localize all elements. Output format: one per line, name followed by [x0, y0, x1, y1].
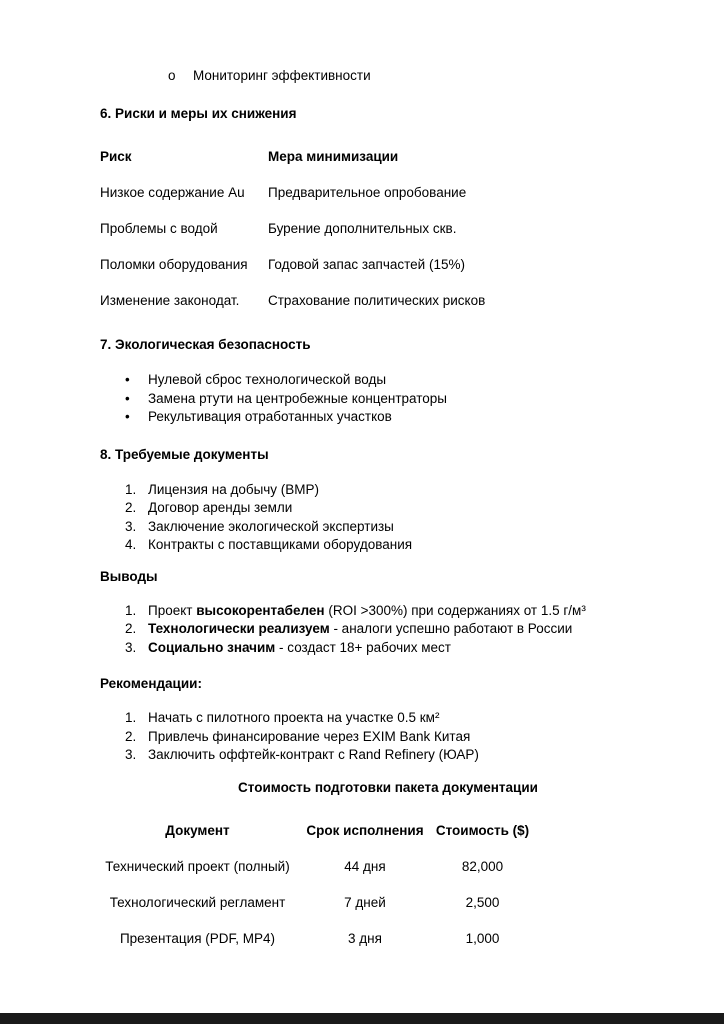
section7-heading: 7. Экологическая безопасность — [100, 337, 311, 352]
list-item-text: Договор аренды земли — [148, 500, 293, 515]
list-item — [100, 709, 676, 728]
list-item-text: Контракты с поставщиками оборудования — [148, 537, 413, 552]
list-item-text: Заключение экологической экспертизы — [148, 518, 394, 534]
table-cell-term: 3 дня — [348, 930, 382, 946]
list-item — [100, 746, 676, 765]
cost-table-title: Стоимость подготовки пакета документации — [238, 779, 538, 795]
list-item — [100, 499, 676, 518]
text-normal: - аналоги успешно работают в России — [329, 621, 573, 636]
table-cell-document: Презентация (PDF, MP4) — [119, 930, 276, 946]
list-item-text — [148, 639, 451, 658]
table-cell-term: 7 дней — [344, 894, 386, 910]
recommendations-numbered-list — [100, 709, 676, 765]
risk-table — [100, 148, 676, 309]
list-item-text: Нулевой сброс технологической воды — [148, 372, 387, 387]
text-normal: Проект — [148, 602, 197, 618]
list-item-text — [148, 620, 572, 639]
conclusions-heading: Выводы — [100, 568, 158, 584]
list-item-text: Мониторинг эффективности — [193, 68, 371, 83]
risk-col-header: Риск — [100, 149, 132, 164]
table-cell-cost: 82,000 — [461, 858, 504, 874]
list-item — [100, 728, 676, 747]
bottom-bar — [0, 1013, 724, 1024]
table-row-measure: Бурение дополнительных скв. — [268, 221, 457, 236]
number-marker: 2. — [125, 728, 137, 744]
bullet-marker: • — [125, 372, 130, 387]
table-row-risk: Поломки оборудования — [100, 257, 248, 272]
table-cell-document: Технический проект (полный) — [105, 858, 290, 874]
table-cell-cost: 1,000 — [465, 930, 500, 946]
list-item-text: Заключить оффтейк-контракт с Rand Refinery (ЮАР) — [148, 747, 479, 762]
list-item — [100, 536, 676, 555]
number-marker: 3. — [125, 639, 137, 655]
table-cell-document: Технологический регламент — [109, 894, 286, 910]
number-marker: 3. — [125, 518, 137, 534]
number-marker: 1. — [125, 481, 137, 497]
bullet-marker: • — [125, 409, 130, 424]
cost-col-header-cost: Стоимость ($) — [435, 822, 530, 838]
number-marker: 2. — [125, 500, 137, 515]
list-item-text: Рекультивация отработанных участков — [148, 409, 392, 424]
table-row-measure: Годовой запас запчастей (15%) — [268, 257, 465, 272]
list-item — [100, 408, 676, 427]
number-marker: 3. — [125, 747, 137, 762]
list-item — [100, 371, 676, 390]
number-marker: 1. — [125, 710, 137, 725]
table-cell-term: 44 дня — [344, 858, 386, 874]
list-item — [100, 620, 676, 639]
table-row-measure: Страхование политических рисков — [268, 293, 486, 308]
list-item-text — [148, 602, 586, 621]
text-normal: - создаст 18+ рабочих мест — [275, 639, 451, 655]
list-item — [100, 518, 676, 537]
table-row-risk: Низкое содержание Au — [100, 185, 245, 200]
list-item — [100, 390, 676, 409]
measure-col-header: Мера минимизации — [268, 149, 399, 164]
list-item-text: Замена ртути на центробежные концентраторы — [148, 390, 447, 406]
recommendations-heading: Рекомендации: — [100, 676, 202, 691]
eco-bullet-list — [100, 371, 676, 427]
section8-heading: 8. Требуемые документы — [100, 446, 269, 462]
number-marker: 1. — [125, 602, 137, 618]
list-item-monitoring — [100, 67, 676, 84]
text-bold: Социально значим — [148, 639, 276, 655]
list-item — [100, 602, 676, 621]
table-row-risk: Проблемы с водой — [100, 221, 218, 236]
number-marker: 4. — [125, 537, 137, 552]
table-row-risk: Изменение законодат. — [100, 293, 240, 308]
section6-heading: 6. Риски и меры их снижения — [100, 106, 297, 121]
list-item-text: Начать с пилотного проекта на участке 0.5 км² — [148, 710, 440, 725]
list-item — [100, 481, 676, 500]
table-row-measure: Предварительное опробование — [268, 185, 467, 200]
list-item — [100, 639, 676, 658]
text-bold: высокорентабелен — [196, 602, 325, 618]
bullet-marker: • — [125, 390, 130, 406]
sub-bullet-marker: o — [168, 68, 176, 83]
number-marker: 2. — [125, 621, 137, 636]
list-item-text: Лицензия на добычу (ВМР) — [148, 481, 320, 497]
cost-col-header-document: Документ — [165, 822, 230, 838]
table-cell-cost: 2,500 — [465, 894, 500, 910]
text-normal: (ROI >300%) при содержаниях от 1.5 г/м³ — [324, 602, 586, 618]
cost-table — [100, 822, 676, 947]
list-item-text: Привлечь финансирование через EXIM Bank Китая — [148, 728, 471, 744]
conclusions-numbered-list — [100, 602, 676, 658]
documents-numbered-list — [100, 481, 676, 555]
cost-col-header-term: Срок исполнения — [306, 822, 424, 838]
text-bold: Технологически реализуем — [148, 621, 330, 636]
